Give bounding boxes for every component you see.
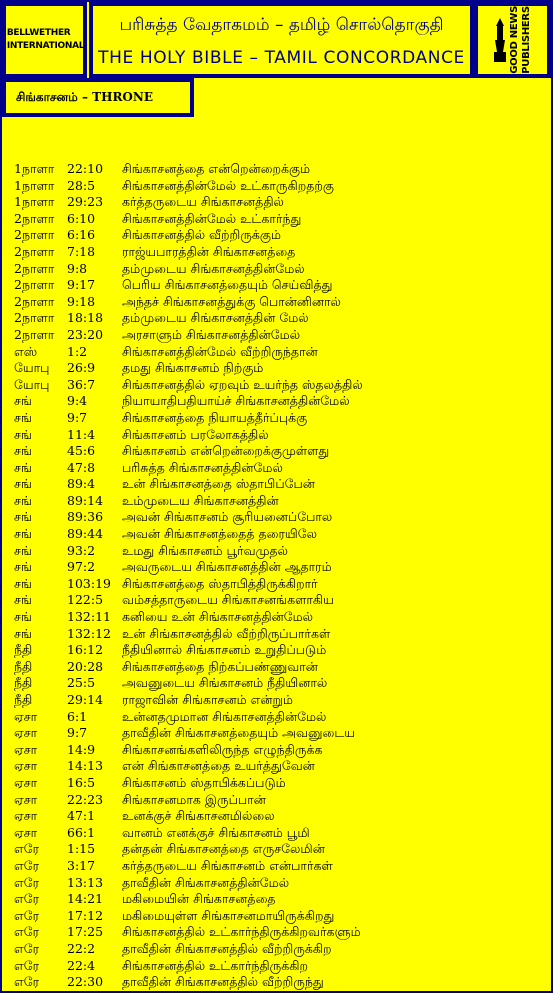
verse-text: சிங்காசனத்தில் ஏறவும் உயர்ந்த ஸ்தலத்தில் [122,376,363,392]
verse-reference: 9:8 [67,260,88,276]
book-name: நீதி [14,675,33,691]
verse-reference: 22:2 [67,940,96,956]
list-item [0,559,553,576]
list-item [0,642,553,659]
book-name: நீதி [14,692,33,707]
list-item [0,427,553,444]
list-item [0,443,553,460]
verse-reference: 16:12 [67,642,104,658]
book-name: சங் [14,559,32,575]
list-item [0,974,553,991]
list-item [0,294,553,311]
list-item [0,825,553,842]
verse-text: நியாயாதிபதியாய்ச் சிங்காசனத்தின்மேல் [122,393,350,409]
verse-reference: 17:12 [67,907,104,923]
list-item [0,941,553,958]
good-news-logo [474,2,551,78]
book-name: ஏசா [14,824,38,840]
list-item [0,410,553,427]
book-name: சங் [14,393,32,409]
book-name: 2நாளா [14,210,55,226]
book-name: ஏசா [14,725,38,741]
verse-reference: 11:4 [67,426,96,442]
verse-reference: 22:10 [67,161,104,176]
verse-reference: 122:5 [67,592,104,608]
book-name: சங் [14,592,32,608]
verse-text: தமது சிங்காசனம் நிற்கும் [122,360,264,376]
verse-reference: 97:2 [67,559,96,575]
book-name: 2நாளா [14,277,55,293]
verse-text: சிங்காசனத்தின்மேல் உட்காருகிறதற்கு [122,177,334,193]
verse-reference: 23:20 [67,326,104,342]
verse-text: உன் சிங்காசனத்தில் வீற்றிருப்பார்கள் [122,625,331,641]
term-english: THRONE [92,90,153,104]
verse-reference: 1:2 [67,343,88,359]
book-name: ஏசா [14,708,38,724]
list-item [0,725,553,742]
verse-text: தம்முடைய சிங்காசனத்தின்மேல் [122,260,305,276]
verse-reference: 89:4 [67,476,96,492]
book-name: எரே [14,924,40,940]
book-name: 2நாளா [14,260,55,276]
concordance-list [0,161,553,991]
bellwether-logo [2,2,87,78]
list-item [0,592,553,609]
verse-text: சிங்காசனத்தில் உட்கார்ந்திருக்கிறவர்களும் [122,924,361,940]
verse-text: நீதியினால் சிங்காசனம் உறுதிப்படும் [122,642,327,658]
list-item [0,775,553,792]
list-item [0,543,553,560]
verse-text: சிங்காசனங்களிலிருந்த எழுந்திருக்க [122,741,323,757]
verse-reference: 45:6 [67,443,96,459]
verse-reference: 47:8 [67,459,96,475]
verse-reference: 9:7 [67,409,88,425]
title-tamil: பரிசுத்த வேதாகமம் – தமிழ் சொல்தொகுதி [119,15,444,35]
book-name: எரே [14,874,40,890]
book-name: ஏசா [14,808,38,824]
book-name: சங் [14,409,32,425]
verse-text: சிங்காசனத்தில் வீற்றிருக்கும் [122,227,281,243]
list-item [0,659,553,676]
verse-text: பெரிய சிங்காசனத்தையும் செய்வித்து [122,277,333,293]
book-name: சங் [14,459,32,475]
verse-text: சிங்காசனத்தை என்றென்றைக்கும் [122,161,311,176]
verse-reference: 16:5 [67,774,96,790]
book-name: 2நாளா [14,310,55,326]
list-item [0,377,553,394]
book-name: 2நாளா [14,227,55,243]
verse-text: சிங்காசனமாக இருப்பான் [122,791,266,807]
list-item [0,742,553,759]
verse-text: உம்முடைய சிங்காசனத்தின் [122,492,279,508]
book-name: யோபு [14,376,50,392]
verse-reference: 132:12 [67,625,111,641]
list-item [0,924,553,941]
term-tamil: சிங்காசனம் [16,90,78,104]
book-name: எரே [14,907,40,923]
verse-text: சிங்காசனத்தின்மேல் வீற்றிருந்தான் [122,343,318,359]
list-item [0,194,553,211]
list-item [0,908,553,925]
verse-reference: 9:18 [67,293,96,309]
book-name: 2நாளா [14,326,55,342]
book-name: நீதி [14,658,33,674]
book-name: எரே [14,857,40,873]
list-item [0,393,553,410]
list-item [0,692,553,709]
verse-reference: 93:2 [67,542,96,558]
book-name: 1நாளா [14,177,55,193]
verse-reference: 7:18 [67,243,96,259]
book-name: எரே [14,841,40,857]
verse-text: தாவீதின் சிங்காசனத்தின்மேல் [122,874,290,890]
verse-text: வானம் எனக்குச் சிங்காசனம் பூமி [122,824,310,840]
list-item [0,161,553,178]
verse-text: சிங்காசனத்தை ஸ்தாபித்திருக்கிறார் [122,575,318,591]
verse-text: சிங்காசனத்தை நிற்கப்பண்ணுவான் [122,658,318,674]
verse-reference: 89:36 [67,509,104,525]
book-name: எரே [14,940,40,956]
good-news-logo-text: GOOD NEWS PUBLISHERS [508,6,532,74]
list-item [0,310,553,327]
verse-reference: 6:16 [67,227,96,243]
list-item [0,476,553,493]
book-name: 1நாளா [14,161,55,176]
list-item [0,626,553,643]
verse-reference: 9:7 [67,725,88,741]
verse-text: சிங்காசனம் பரலோகத்தில் [122,426,269,442]
verse-text: தன்தன் சிங்காசனத்தை எருசலேமின் [122,841,325,857]
verse-reference: 20:28 [67,658,104,674]
book-name: சங் [14,575,32,591]
verse-text: அவன் சிங்காசனத்தைத் தரையிலே [122,526,317,542]
verse-text: ராஜ்யபாரத்தின் சிங்காசனத்தை [122,243,296,259]
verse-text: உனக்குச் சிங்காசனமில்லை [122,808,275,824]
verse-reference: 18:18 [67,310,104,326]
verse-text: தாவீதின் சிங்காசனத்தையும் அவனுடைய [122,725,355,741]
title-english: THE HOLY BIBLE – TAMIL CONCORDANCE [98,48,465,68]
book-name: சங் [14,625,32,641]
list-item [0,178,553,195]
list-item [0,526,553,543]
book-name: 2நாளா [14,293,55,309]
search-term-box [2,78,194,117]
verse-text: மகிமையுள்ள சிங்காசனமாயிருக்கிறது [122,907,335,923]
verse-text: அரசாளும் சிங்காசனத்தின்மேல் [122,326,301,342]
list-item [0,875,553,892]
verse-text: கனியை உன் சிங்காசனத்தின்மேல் [122,609,314,625]
verse-reference: 6:1 [67,708,88,724]
verse-reference: 14:21 [67,891,104,907]
book-name: சங் [14,492,32,508]
verse-text: அவன் சிங்காசனம் சூரியனைப்போல [122,509,333,525]
verse-text: மகிமையின் சிங்காசனத்தை [122,891,276,907]
verse-reference: 89:14 [67,492,104,508]
list-item [0,609,553,626]
verse-text: கர்த்தருடைய சிங்காசனம் என்பார்கள் [122,857,333,873]
book-name: எரே [14,957,40,973]
term-dash: – [81,90,88,104]
list-item [0,360,553,377]
book-name: ஏசா [14,758,38,774]
verse-text: சிங்காசனம் என்றென்றைக்குமுள்ளது [122,443,330,459]
verse-reference: 103:19 [67,575,111,591]
verse-text: கர்த்தருடைய சிங்காசனத்தில் [122,194,284,210]
book-name: எஸ் [14,343,38,359]
verse-text: பரிசுத்த சிங்காசனத்தின்மேல் [122,459,283,475]
book-name: சங் [14,509,32,525]
list-item [0,261,553,278]
title-banner [89,2,474,78]
verse-text: தம்முடைய சிங்காசனத்தின் மேல் [122,310,309,326]
list-item [0,344,553,361]
list-item [0,958,553,975]
verse-reference: 28:5 [67,177,96,193]
book-name: சங் [14,426,32,442]
verse-reference: 14:13 [67,758,104,774]
book-name: எரே [14,974,40,990]
list-item [0,244,553,261]
list-item [0,576,553,593]
book-name: சங் [14,443,32,459]
list-item [0,211,553,228]
verse-reference: 13:13 [67,874,104,890]
list-item [0,493,553,510]
list-item [0,277,553,294]
verse-reference: 9:4 [67,393,88,409]
list-item [0,460,553,477]
verse-text: என் சிங்காசனத்தை உயர்த்துவேன் [122,758,315,774]
book-name: சங் [14,609,32,625]
verse-text: வம்சத்தாருடைய சிங்காசனங்களாகிய [122,592,334,608]
list-item [0,327,553,344]
book-name: சங் [14,542,32,558]
book-name: 2நாளா [14,243,55,259]
search-term [16,90,153,106]
verse-reference: 9:17 [67,277,96,293]
verse-text: உன்னதமுமான சிங்காசனத்தின்மேல் [122,708,327,724]
verse-reference: 36:7 [67,376,96,392]
list-item [0,858,553,875]
bellwether-logo-text: BELLWETHER INTERNATIONAL [6,28,85,51]
book-name: சங் [14,476,32,492]
verse-reference: 29:14 [67,692,104,707]
verse-reference: 22:23 [67,791,104,807]
book-name: ஏசா [14,741,38,757]
verse-text: உமது சிங்காசனம் பூர்வமுதல் [122,542,289,558]
verse-reference: 22:4 [67,957,96,973]
book-name: ஏசா [14,774,38,790]
book-name: யோபு [14,360,50,376]
verse-reference: 66:1 [67,824,96,840]
verse-text: அந்தச் சிங்காசனத்துக்கு பொன்னினால் [122,293,341,309]
list-item [0,792,553,809]
verse-text: சிங்காசனத்தை நியாயத்தீர்ப்புக்கு [122,409,308,425]
book-name: 1நாளா [14,194,55,210]
list-item [0,509,553,526]
list-item [0,841,553,858]
verse-text: சிங்காசனம் ஸ்தாபிக்கப்படும் [122,774,286,790]
list-item [0,709,553,726]
list-item [0,675,553,692]
book-name: சங் [14,526,32,542]
verse-reference: 26:9 [67,360,96,376]
list-item [0,808,553,825]
verse-text: தாவீதின் சிங்காசனத்தில் வீற்றிருந்து [122,974,324,990]
verse-reference: 47:1 [67,808,96,824]
verse-text: அவருடைய சிங்காசனத்தின் ஆதாரம் [122,559,332,575]
verse-reference: 22:30 [67,974,104,990]
verse-text: அவனுடைய சிங்காசனம் நீதியினால் [122,675,328,691]
list-item [0,758,553,775]
verse-reference: 14:9 [67,741,96,757]
verse-reference: 17:25 [67,924,104,940]
verse-reference: 29:23 [67,194,104,210]
torch-icon [493,18,507,62]
verse-text: உன் சிங்காசனத்தை ஸ்தாபிப்பேன் [122,476,315,492]
verse-reference: 25:5 [67,675,96,691]
verse-text: தாவீதின் சிங்காசனத்தில் வீற்றிருக்கிற [122,940,332,956]
verse-reference: 1:15 [67,841,96,857]
verse-text: சிங்காசனத்தில் உட்கார்ந்திருக்கிற [122,957,308,973]
list-item [0,227,553,244]
verse-reference: 3:17 [67,857,96,873]
book-name: ஏசா [14,791,38,807]
verse-reference: 89:44 [67,526,104,542]
verse-reference: 132:11 [67,609,111,625]
book-name: எரே [14,891,40,907]
verse-text: ராஜாவின் சிங்காசனம் என்றும் [122,692,293,707]
verse-reference: 6:10 [67,210,96,226]
list-item [0,891,553,908]
book-name: நீதி [14,642,33,658]
verse-text: சிங்காசனத்தின்மேல் உட்கார்ந்து [122,210,302,226]
